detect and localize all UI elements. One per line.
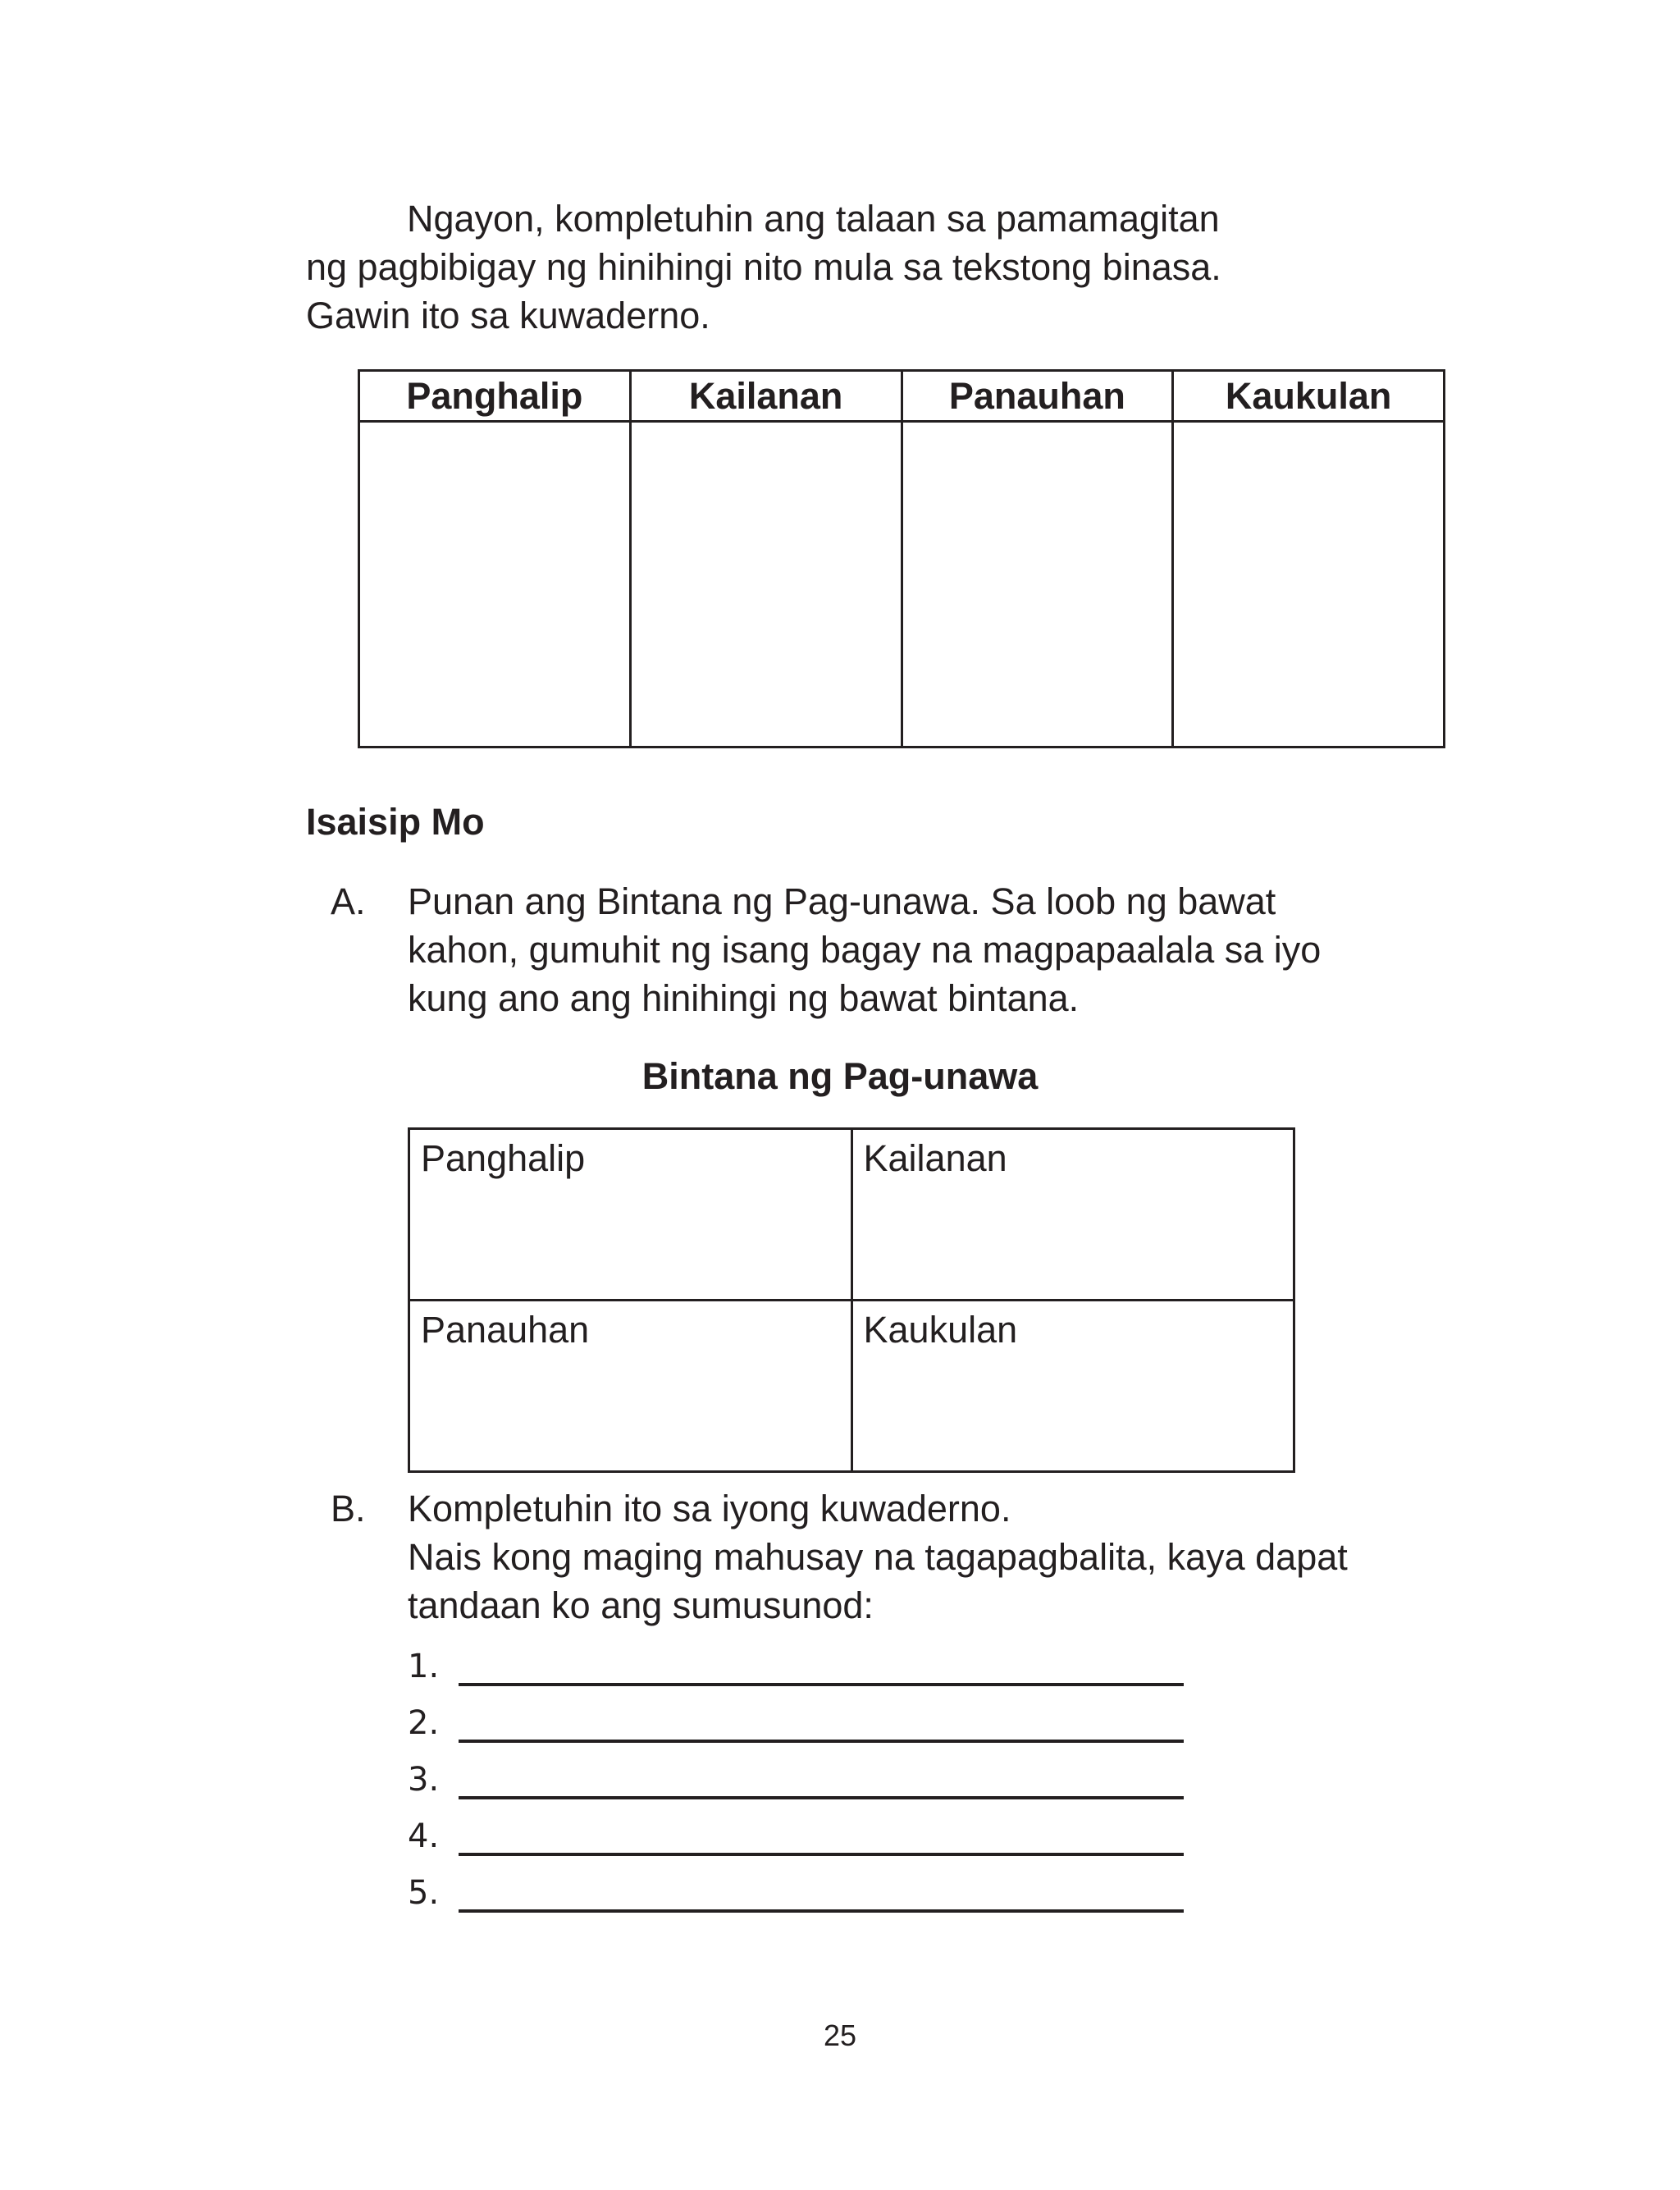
answer-cell-panauhan[interactable] [902, 422, 1173, 748]
column-header-kailanan: Kailanan [630, 371, 902, 422]
answer-cell-kaukulan[interactable] [1173, 422, 1445, 748]
section-title: Isaisip Mo [306, 801, 485, 843]
blank-number: 3. [408, 1761, 440, 1799]
window-cell-panauhan[interactable]: Panauhan [409, 1301, 852, 1472]
window-cell-kailanan[interactable]: Kailanan [851, 1129, 1294, 1301]
blank-number: 5. [408, 1874, 440, 1912]
blank-number: 4. [408, 1817, 440, 1855]
column-header-panghalip: Panghalip [359, 371, 631, 422]
item-a-label: A. [331, 880, 366, 922]
item-b-line: tandaan ko ang sumusunod: [408, 1584, 874, 1626]
answer-blank-line[interactable] [459, 1683, 1184, 1686]
answer-blank-line[interactable] [459, 1740, 1184, 1743]
table-row [409, 1129, 1294, 1301]
intro-paragraph [306, 194, 1454, 340]
window-cell-kaukulan[interactable]: Kaukulan [851, 1301, 1294, 1472]
blank-number: 1. [408, 1648, 440, 1685]
item-b-label: B. [331, 1488, 366, 1529]
item-a-line: kahon, gumuhit ng isang bagay na magpapaalala sa iyo [408, 929, 1322, 971]
bintana-grid [408, 1127, 1295, 1473]
intro-line: Ngayon, kompletuhin ang talaan sa pamamagitan [407, 198, 1220, 240]
answer-blank-line[interactable] [459, 1909, 1184, 1913]
intro-line: ng pagbibigay ng hinihingi nito mula sa tekstong binasa. [306, 246, 1221, 288]
table-row [409, 1301, 1294, 1472]
table-row [359, 422, 1445, 748]
item-b-line: Nais kong maging mahusay na tagapagbalita, kaya dapat [408, 1536, 1348, 1578]
item-b-line: Kompletuhin ito sa iyong kuwaderno. [408, 1488, 1011, 1529]
item-a-line: kung ano ang hinihingi ng bawat bintana. [408, 977, 1080, 1019]
column-header-kaukulan: Kaukulan [1173, 371, 1445, 422]
item-b-text [408, 1484, 1348, 1630]
answer-blank-line[interactable] [459, 1796, 1184, 1799]
column-header-panauhan: Panauhan [902, 371, 1173, 422]
table-header-row [359, 371, 1445, 422]
item-a-line: Punan ang Bintana ng Pag-unawa. Sa loob ng bawat [408, 880, 1276, 922]
item-a-text [408, 877, 1321, 1022]
talaan-table [358, 369, 1445, 748]
answer-cell-kailanan[interactable] [630, 422, 902, 748]
blank-number: 2. [408, 1704, 440, 1742]
window-title: Bintana ng Pag-unawa [641, 1055, 1039, 1097]
intro-line: Gawin ito sa kuwaderno. [306, 295, 710, 336]
page-number: 25 [823, 2019, 857, 2052]
answer-blank-line[interactable] [459, 1853, 1184, 1856]
answer-cell-panghalip[interactable] [359, 422, 631, 748]
window-cell-panghalip[interactable]: Panghalip [409, 1129, 852, 1301]
